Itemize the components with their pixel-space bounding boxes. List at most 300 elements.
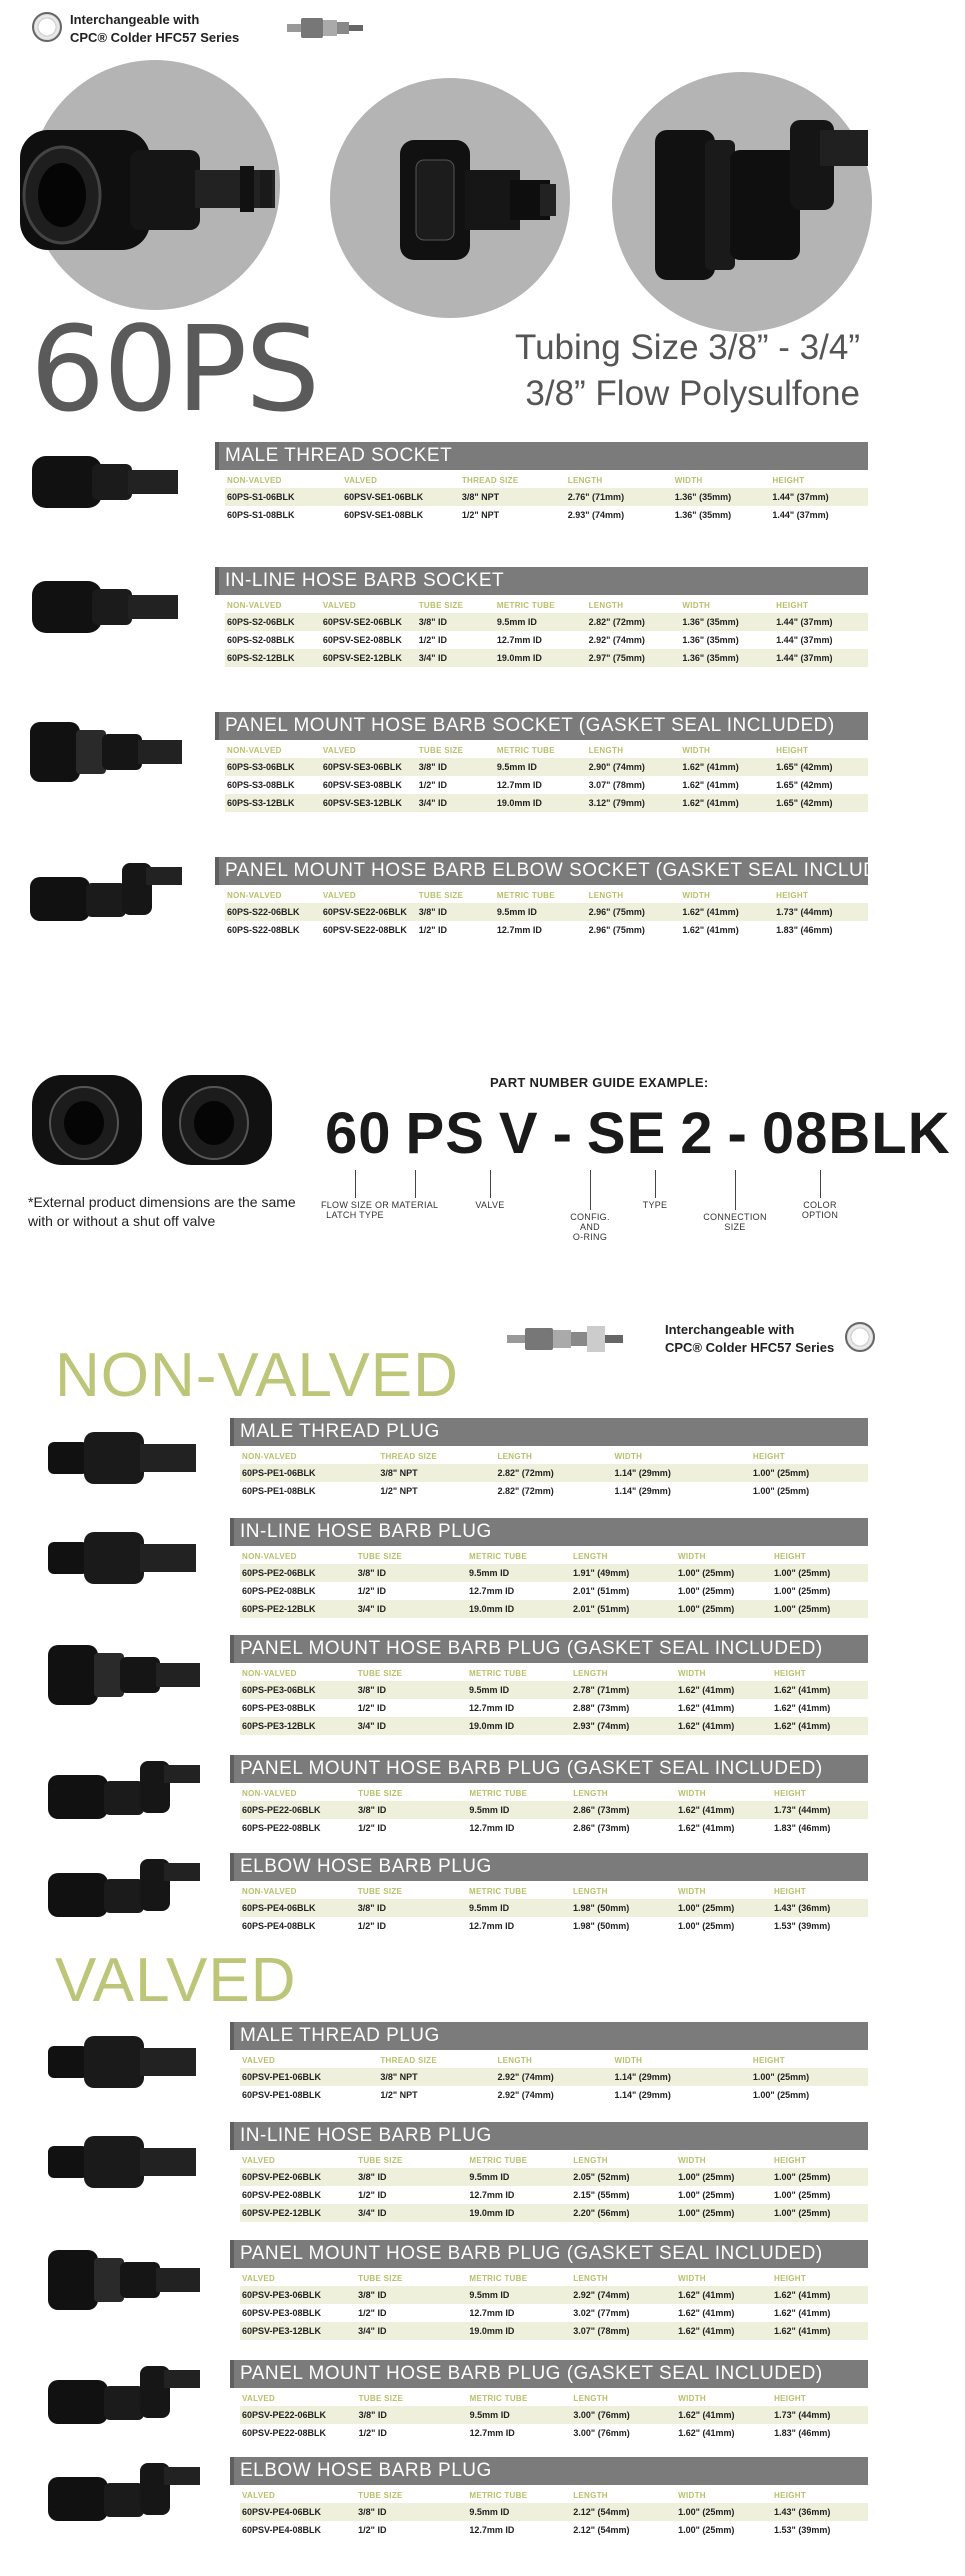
spec-table bbox=[240, 2390, 868, 2442]
column-header: NON-VALVED bbox=[227, 600, 282, 610]
table-cell: 60PSV-PE22-08BLK bbox=[242, 2428, 327, 2438]
column-header: HEIGHT bbox=[774, 1788, 807, 1798]
table-cell: 1.36" (35mm) bbox=[682, 635, 739, 645]
table-cell: 2.96" (75mm) bbox=[588, 925, 645, 935]
table-cell: 1.83" (46mm) bbox=[774, 2428, 831, 2438]
spec-table bbox=[225, 472, 868, 524]
table-cell: 1.14" (29mm) bbox=[613, 1464, 751, 1482]
product-image bbox=[40, 2457, 220, 2542]
table-cell: 2.05" (52mm) bbox=[571, 2168, 676, 2186]
leader-line bbox=[735, 1170, 736, 1210]
table-row bbox=[240, 1899, 868, 1917]
product-image bbox=[40, 2022, 220, 2107]
column-header: METRIC TUBE bbox=[469, 1551, 528, 1561]
column-header: WIDTH bbox=[682, 890, 711, 900]
table-cell: 60PSV-SE22-06BLK bbox=[321, 903, 417, 921]
table-cell: 1.62" (41mm) bbox=[678, 1823, 735, 1833]
table-cell: 1.00" (25mm) bbox=[772, 1564, 868, 1582]
table-cell: 2.92" (74mm) bbox=[571, 2286, 676, 2304]
part-number-label: TYPE bbox=[642, 1200, 668, 1210]
table-cell: 1.83" (46mm) bbox=[774, 1823, 831, 1833]
part-number-segment: SE bbox=[586, 1101, 667, 1166]
table-header-row bbox=[225, 742, 868, 758]
column-header: HEIGHT bbox=[774, 2393, 807, 2403]
column-header: HEIGHT bbox=[773, 1551, 806, 1561]
bar-accent bbox=[230, 2457, 234, 2485]
table-cell: 1.65" (42mm) bbox=[774, 758, 868, 776]
table-cell: 3/8" ID bbox=[417, 758, 495, 776]
table-cell: 3/8" ID bbox=[356, 1899, 467, 1917]
product-image bbox=[22, 712, 202, 822]
table-header-row bbox=[240, 2390, 868, 2406]
table-cell: 1.62" (41mm) bbox=[676, 2286, 772, 2304]
spec-table bbox=[240, 2270, 868, 2340]
table-header-row bbox=[225, 887, 868, 903]
table-cell: 60PS-PE2-08BLK bbox=[242, 1586, 316, 1596]
section-title: PANEL MOUNT HOSE BARB SOCKET (GASKET SEAL INCLUDED) bbox=[225, 715, 835, 736]
header-badge-secondary bbox=[505, 1320, 885, 1360]
table-row bbox=[225, 649, 868, 667]
table-cell: 1.00" (25mm) bbox=[677, 1921, 735, 1931]
column-header: METRIC TUBE bbox=[469, 2490, 528, 2500]
table-cell: 1/2" ID bbox=[358, 2308, 387, 2318]
section-title: MALE THREAD SOCKET bbox=[225, 445, 453, 466]
table-cell: 1.14" (29mm) bbox=[614, 2090, 671, 2100]
table-cell: 60PSV-PE4-06BLK bbox=[240, 2503, 356, 2521]
column-header: LENGTH bbox=[497, 2055, 533, 2065]
column-header: NON-VALVED bbox=[227, 475, 282, 485]
table-row bbox=[240, 1681, 868, 1699]
table-cell: 9.5mm ID bbox=[467, 2286, 571, 2304]
part-number-label: COLOR OPTION bbox=[801, 1200, 839, 1220]
subtitle-line-1: Tubing Size 3/8” - 3/4” bbox=[515, 328, 860, 367]
column-header: NON-VALVED bbox=[227, 890, 282, 900]
column-header: LENGTH bbox=[572, 1668, 608, 1678]
table-cell: 2.78" (71mm) bbox=[571, 1681, 676, 1699]
column-header: METRIC TUBE bbox=[469, 2155, 528, 2165]
column-header: TUBE SIZE bbox=[357, 1886, 403, 1896]
interchangeable-label: Interchangeable with bbox=[665, 1322, 795, 1337]
column-header: TUBE SIZE bbox=[418, 600, 464, 610]
table-cell: 1.62" (41mm) bbox=[680, 903, 774, 921]
column-header: WIDTH bbox=[614, 2055, 643, 2065]
column-header: TUBE SIZE bbox=[418, 745, 464, 755]
column-header: METRIC TUBE bbox=[469, 1788, 528, 1798]
section-title-bar bbox=[215, 567, 868, 595]
column-header: VALVED bbox=[242, 2273, 276, 2283]
section-title-bar bbox=[230, 2122, 868, 2150]
part-number-segment: 60 bbox=[325, 1101, 392, 1166]
table-cell: 2.20" (56mm) bbox=[571, 2204, 676, 2222]
table-cell: 1.65" (42mm) bbox=[776, 780, 833, 790]
table-cell: 1.00" (25mm) bbox=[676, 2204, 772, 2222]
valved-title: VALVED bbox=[55, 1946, 297, 2015]
product-section bbox=[0, 857, 912, 952]
column-header: HEIGHT bbox=[776, 745, 809, 755]
section-title: PANEL MOUNT HOSE BARB PLUG (GASKET SEAL INCLUDED) bbox=[240, 2243, 823, 2264]
table-cell: 60PS-PE3-08BLK bbox=[242, 1703, 316, 1713]
table-row bbox=[240, 2503, 868, 2521]
table-cell: 2.12" (54mm) bbox=[571, 2503, 676, 2521]
column-header: HEIGHT bbox=[776, 890, 809, 900]
table-cell: 1.36" (35mm) bbox=[673, 488, 771, 506]
part-number-segment: PS bbox=[405, 1101, 485, 1166]
table-cell: 1.73" (44mm) bbox=[772, 1801, 868, 1819]
column-header: WIDTH bbox=[682, 600, 711, 610]
part-number-label: MATERIAL bbox=[391, 1200, 439, 1210]
table-cell: 3/8" ID bbox=[356, 1801, 467, 1819]
product-image bbox=[40, 1518, 220, 1618]
table-cell: 1.00" (25mm) bbox=[676, 2503, 772, 2521]
section-title-bar bbox=[230, 2457, 868, 2485]
leader-line bbox=[590, 1170, 591, 1210]
table-cell: 1.62" (41mm) bbox=[680, 758, 774, 776]
section-title: MALE THREAD PLUG bbox=[240, 2025, 440, 2046]
table-cell: 60PSV-PE1-06BLK bbox=[240, 2068, 378, 2086]
bar-accent bbox=[215, 857, 219, 885]
table-cell: 1.00" (25mm) bbox=[676, 2168, 772, 2186]
column-header: TUBE SIZE bbox=[358, 2393, 404, 2403]
table-cell: 1/2" ID bbox=[358, 2525, 387, 2535]
table-cell: 9.5mm ID bbox=[468, 2406, 572, 2424]
table-cell: 60PS-PE22-06BLK bbox=[240, 1801, 356, 1819]
table-cell: 1.44" (37mm) bbox=[772, 510, 829, 520]
table-cell: 1/2" ID bbox=[357, 1586, 386, 1596]
table-cell: 1.62" (41mm) bbox=[772, 1681, 868, 1699]
table-cell: 2.82" (72mm) bbox=[495, 1464, 612, 1482]
column-header: THREAD SIZE bbox=[380, 2055, 437, 2065]
column-header: HEIGHT bbox=[752, 1451, 785, 1461]
table-row bbox=[225, 488, 868, 506]
bar-accent bbox=[230, 2122, 234, 2150]
table-cell: 1/2" NPT bbox=[461, 510, 500, 520]
table-cell: 1/2" ID bbox=[358, 2190, 387, 2200]
table-cell: 1.44" (37mm) bbox=[774, 613, 868, 631]
table-cell: 3/4" ID bbox=[356, 2322, 467, 2340]
hose-barb-image bbox=[360, 100, 560, 300]
table-cell: 3/4" ID bbox=[417, 794, 495, 812]
section-title-bar bbox=[230, 2022, 868, 2050]
bar-accent bbox=[230, 1635, 234, 1663]
table-cell: 60PS-PE3-06BLK bbox=[240, 1681, 356, 1699]
bar-accent bbox=[230, 1518, 234, 1546]
column-header: LENGTH bbox=[588, 890, 624, 900]
column-header: WIDTH bbox=[682, 745, 711, 755]
table-cell: 1/2" NPT bbox=[380, 2090, 418, 2100]
product-image bbox=[40, 1853, 220, 1938]
table-cell: 1.62" (41mm) bbox=[680, 794, 774, 812]
column-header: VALVED bbox=[322, 745, 356, 755]
table-cell: 60PSV-PE1-08BLK bbox=[242, 2090, 322, 2100]
table-cell: 60PS-PE22-08BLK bbox=[242, 1823, 321, 1833]
column-header: VALVED bbox=[242, 2490, 276, 2500]
table-cell: 1.62" (41mm) bbox=[772, 2286, 868, 2304]
table-row bbox=[225, 776, 868, 794]
column-header: HEIGHT bbox=[773, 1886, 806, 1896]
part-number-label: CONNECTION SIZE bbox=[703, 1212, 767, 1232]
spec-table bbox=[240, 1548, 868, 1618]
column-header: THREAD SIZE bbox=[461, 475, 519, 485]
product-section bbox=[0, 1853, 908, 1938]
table-cell: 12.7mm ID bbox=[469, 1921, 515, 1931]
section-title-bar bbox=[215, 857, 912, 885]
column-header: LENGTH bbox=[572, 1551, 608, 1561]
column-header: LENGTH bbox=[497, 1451, 533, 1461]
table-cell: 1.00" (25mm) bbox=[752, 2090, 810, 2100]
column-header: WIDTH bbox=[614, 1451, 643, 1461]
product-section bbox=[0, 1755, 908, 1845]
column-header: WIDTH bbox=[677, 1668, 706, 1678]
table-cell: 60PSV-SE1-08BLK bbox=[344, 510, 424, 520]
table-cell: 1.44" (37mm) bbox=[774, 649, 868, 667]
interchangeable-label: Interchangeable with bbox=[70, 12, 200, 27]
bar-accent bbox=[230, 1853, 234, 1881]
table-cell: 2.86" (73mm) bbox=[573, 1823, 630, 1833]
part-number-segment: - bbox=[552, 1101, 573, 1166]
table-cell: 60PSV-SE3-06BLK bbox=[321, 758, 417, 776]
table-cell: 3.07" (78mm) bbox=[588, 780, 645, 790]
table-cell: 1.43" (36mm) bbox=[772, 2503, 868, 2521]
column-header: HEIGHT bbox=[774, 2490, 807, 2500]
table-cell: 1.62" (41mm) bbox=[682, 780, 739, 790]
table-cell: 60PSV-PE2-06BLK bbox=[240, 2168, 356, 2186]
product-image bbox=[40, 1755, 220, 1845]
table-cell: 2.82" (72mm) bbox=[497, 1486, 554, 1496]
section-title-bar bbox=[215, 712, 868, 740]
table-cell: 1.00" (25mm) bbox=[676, 1899, 772, 1917]
table-row bbox=[225, 903, 868, 921]
table-cell: 60PSV-SE2-06BLK bbox=[321, 613, 417, 631]
table-cell: 3/8" NPT bbox=[378, 1464, 495, 1482]
table-cell: 1.62" (41mm) bbox=[676, 1801, 772, 1819]
table-header-row bbox=[240, 2152, 868, 2168]
table-cell: 1.62" (41mm) bbox=[676, 2406, 772, 2424]
product-image bbox=[40, 1418, 220, 1503]
column-header: VALVED bbox=[322, 600, 356, 610]
table-cell: 60PS-S1-06BLK bbox=[225, 488, 342, 506]
column-header: NON-VALVED bbox=[242, 1788, 297, 1798]
column-header: TUBE SIZE bbox=[418, 890, 464, 900]
column-header: METRIC TUBE bbox=[469, 1886, 528, 1896]
table-cell: 1/2" ID bbox=[357, 1703, 386, 1713]
table-cell: 12.7mm ID bbox=[469, 2525, 515, 2535]
column-header: LENGTH bbox=[573, 2155, 608, 2165]
table-cell: 2.92" (74mm) bbox=[495, 2068, 612, 2086]
header-badge bbox=[30, 8, 360, 48]
table-cell: 1.98" (50mm) bbox=[572, 1921, 630, 1931]
table-cell: 1.14" (29mm) bbox=[613, 2068, 751, 2086]
column-header: TUBE SIZE bbox=[358, 1788, 403, 1798]
column-header: HEIGHT bbox=[752, 2055, 785, 2065]
spec-table bbox=[225, 887, 868, 939]
section-title: IN-LINE HOSE BARB PLUG bbox=[240, 2125, 492, 2146]
table-header-row bbox=[225, 597, 868, 613]
table-cell: 2.90" (74mm) bbox=[587, 758, 681, 776]
table-row bbox=[240, 2186, 868, 2204]
leader-line bbox=[655, 1170, 656, 1198]
table-cell: 60PS-S22-06BLK bbox=[225, 903, 321, 921]
table-cell: 9.5mm ID bbox=[467, 1801, 571, 1819]
table-cell: 1.00" (25mm) bbox=[772, 2168, 868, 2186]
table-cell: 1.62" (41mm) bbox=[678, 2428, 735, 2438]
table-cell: 60PS-PE1-06BLK bbox=[240, 1464, 378, 1482]
table-row bbox=[240, 1699, 868, 1717]
table-cell: 3.00" (76mm) bbox=[573, 2428, 630, 2438]
table-row bbox=[240, 2424, 868, 2442]
column-header: WIDTH bbox=[674, 475, 703, 485]
column-header: TUBE SIZE bbox=[357, 1551, 403, 1561]
table-cell: 1.00" (25mm) bbox=[772, 2204, 868, 2222]
table-row bbox=[240, 1717, 868, 1735]
table-cell: 3/8" ID bbox=[417, 903, 495, 921]
non-valved-title: NON-VALVED bbox=[55, 1341, 459, 1410]
column-header: VALVED bbox=[322, 890, 356, 900]
product-image bbox=[40, 2122, 220, 2222]
table-cell: 3.07" (78mm) bbox=[571, 2322, 676, 2340]
table-row bbox=[240, 2286, 868, 2304]
table-cell: 60PSV-PE3-12BLK bbox=[240, 2322, 356, 2340]
column-header: NON-VALVED bbox=[242, 1551, 297, 1561]
table-cell: 60PSV-PE3-08BLK bbox=[242, 2308, 322, 2318]
column-header: METRIC TUBE bbox=[496, 600, 555, 610]
table-cell: 60PS-S1-08BLK bbox=[227, 510, 295, 520]
table-cell: 1.00" (25mm) bbox=[751, 2068, 868, 2086]
table-cell: 19.0mm ID bbox=[495, 649, 587, 667]
table-cell: 60PS-S3-08BLK bbox=[227, 780, 295, 790]
section-title: PANEL MOUNT HOSE BARB PLUG (GASKET SEAL INCLUDED) bbox=[240, 1638, 823, 1659]
bar-accent bbox=[230, 1418, 234, 1446]
table-cell: 1.62" (41mm) bbox=[772, 1717, 868, 1735]
table-cell: 2.15" (55mm) bbox=[573, 2190, 630, 2200]
subtitle-line-2: 3/8” Flow Polysulfone bbox=[525, 374, 860, 413]
table-cell: 19.0mm ID bbox=[467, 1717, 571, 1735]
table-cell: 1.62" (41mm) bbox=[774, 2308, 831, 2318]
column-header: METRIC TUBE bbox=[496, 745, 555, 755]
section-title: PANEL MOUNT HOSE BARB ELBOW SOCKET (GASKET SEAL INCLUDED) bbox=[225, 860, 912, 881]
dimension-note: *External product dimensions are the same with or without a shut off valve bbox=[28, 1194, 296, 1229]
table-header-row bbox=[240, 1883, 868, 1899]
table-row bbox=[240, 1917, 868, 1935]
column-header: HEIGHT bbox=[774, 2273, 807, 2283]
table-cell: 12.7mm ID bbox=[469, 2428, 515, 2438]
column-header: NON-VALVED bbox=[242, 1886, 297, 1896]
table-cell: 60PSV-SE3-08BLK bbox=[322, 780, 402, 790]
subtitle bbox=[400, 325, 860, 417]
part-number-code bbox=[325, 1100, 965, 1167]
table-cell: 2.92" (74mm) bbox=[497, 2090, 554, 2100]
table-cell: 2.93" (74mm) bbox=[567, 510, 625, 520]
table-row bbox=[225, 613, 868, 631]
product-section bbox=[0, 1518, 908, 1618]
table-cell: 2.01" (51mm) bbox=[572, 1586, 630, 1596]
column-header: WIDTH bbox=[678, 2393, 706, 2403]
table-cell: 2.93" (74mm) bbox=[571, 1717, 676, 1735]
table-cell: 1.53" (39mm) bbox=[774, 2525, 831, 2535]
guide-title: PART NUMBER GUIDE EXAMPLE: bbox=[490, 1075, 709, 1090]
column-header: LENGTH bbox=[588, 600, 624, 610]
socket-pair-image bbox=[22, 1065, 292, 1175]
table-cell: 1.00" (25mm) bbox=[678, 2525, 735, 2535]
table-row bbox=[240, 2406, 868, 2424]
column-header: NON-VALVED bbox=[227, 745, 282, 755]
bar-accent bbox=[230, 2240, 234, 2268]
table-row bbox=[240, 2304, 868, 2322]
table-cell: 60PS-S3-12BLK bbox=[225, 794, 321, 812]
column-header: METRIC TUBE bbox=[469, 2393, 528, 2403]
column-header: LENGTH bbox=[588, 745, 624, 755]
section-title-bar bbox=[230, 1755, 868, 1783]
column-header: VALVED bbox=[242, 2393, 276, 2403]
column-header: WIDTH bbox=[678, 2155, 706, 2165]
table-cell: 60PS-S2-08BLK bbox=[227, 635, 295, 645]
product-image bbox=[22, 442, 202, 532]
table-cell: 3/8" ID bbox=[356, 2503, 467, 2521]
table-cell: 3/4" ID bbox=[356, 2204, 467, 2222]
part-number-label: FLOW SIZE OR LATCH TYPE bbox=[320, 1200, 390, 1220]
leader-line bbox=[355, 1170, 356, 1198]
table-cell: 1.73" (44mm) bbox=[774, 903, 868, 921]
table-cell: 60PS-PE2-06BLK bbox=[240, 1564, 356, 1582]
brand-seal-icon bbox=[845, 1322, 875, 1352]
table-header-row bbox=[240, 2052, 868, 2068]
table-cell: 1.00" (25mm) bbox=[773, 1586, 831, 1596]
table-cell: 9.5mm ID bbox=[495, 613, 587, 631]
product-section bbox=[0, 1635, 908, 1745]
product-image bbox=[40, 2240, 220, 2350]
table-cell: 3.02" (77mm) bbox=[573, 2308, 630, 2318]
part-number-guide bbox=[0, 1045, 951, 1245]
table-cell: 9.5mm ID bbox=[495, 903, 587, 921]
elbow-image bbox=[635, 90, 875, 310]
table-cell: 60PSV-PE3-06BLK bbox=[240, 2286, 356, 2304]
table-cell: 1/2" NPT bbox=[380, 1486, 418, 1496]
section-title: PANEL MOUNT HOSE BARB PLUG (GASKET SEAL INCLUDED) bbox=[240, 1758, 823, 1779]
column-header: VALVED bbox=[242, 2155, 276, 2165]
table-cell: 2.96" (75mm) bbox=[587, 903, 681, 921]
table-cell: 1.62" (41mm) bbox=[676, 1717, 772, 1735]
section-title-bar bbox=[230, 1518, 868, 1546]
column-header: HEIGHT bbox=[773, 1668, 806, 1678]
table-cell: 1/2" ID bbox=[358, 2428, 387, 2438]
column-header: LENGTH bbox=[573, 1788, 608, 1798]
table-cell: 9.5mm ID bbox=[467, 1564, 571, 1582]
table-row bbox=[240, 1564, 868, 1582]
table-cell: 1/2" ID bbox=[357, 1921, 386, 1931]
table-cell: 2.12" (54mm) bbox=[573, 2525, 630, 2535]
section-title: MALE THREAD PLUG bbox=[240, 1421, 440, 1442]
coupler-icon bbox=[285, 14, 365, 42]
spec-table bbox=[240, 1448, 868, 1500]
table-cell: 1.62" (41mm) bbox=[773, 1703, 831, 1713]
table-cell: 60PSV-SE22-08BLK bbox=[322, 925, 407, 935]
table-cell: 12.7mm ID bbox=[469, 1823, 515, 1833]
table-cell: 1.62" (41mm) bbox=[677, 1703, 735, 1713]
product-section bbox=[0, 442, 908, 532]
column-header: TUBE SIZE bbox=[358, 2155, 403, 2165]
table-cell: 2.97" (75mm) bbox=[587, 649, 681, 667]
product-image bbox=[40, 1635, 220, 1745]
table-header-row bbox=[240, 1548, 868, 1564]
table-cell: 9.5mm ID bbox=[467, 2168, 571, 2186]
table-row bbox=[240, 2521, 868, 2539]
spec-table bbox=[240, 1883, 868, 1935]
section-title-bar bbox=[230, 1635, 868, 1663]
table-cell: 1.00" (25mm) bbox=[676, 1564, 772, 1582]
table-cell: 60PSV-PE2-12BLK bbox=[240, 2204, 356, 2222]
table-cell: 3/4" ID bbox=[356, 1717, 467, 1735]
table-cell: 1.43" (36mm) bbox=[772, 1899, 868, 1917]
table-cell: 60PSV-PE2-08BLK bbox=[242, 2190, 322, 2200]
